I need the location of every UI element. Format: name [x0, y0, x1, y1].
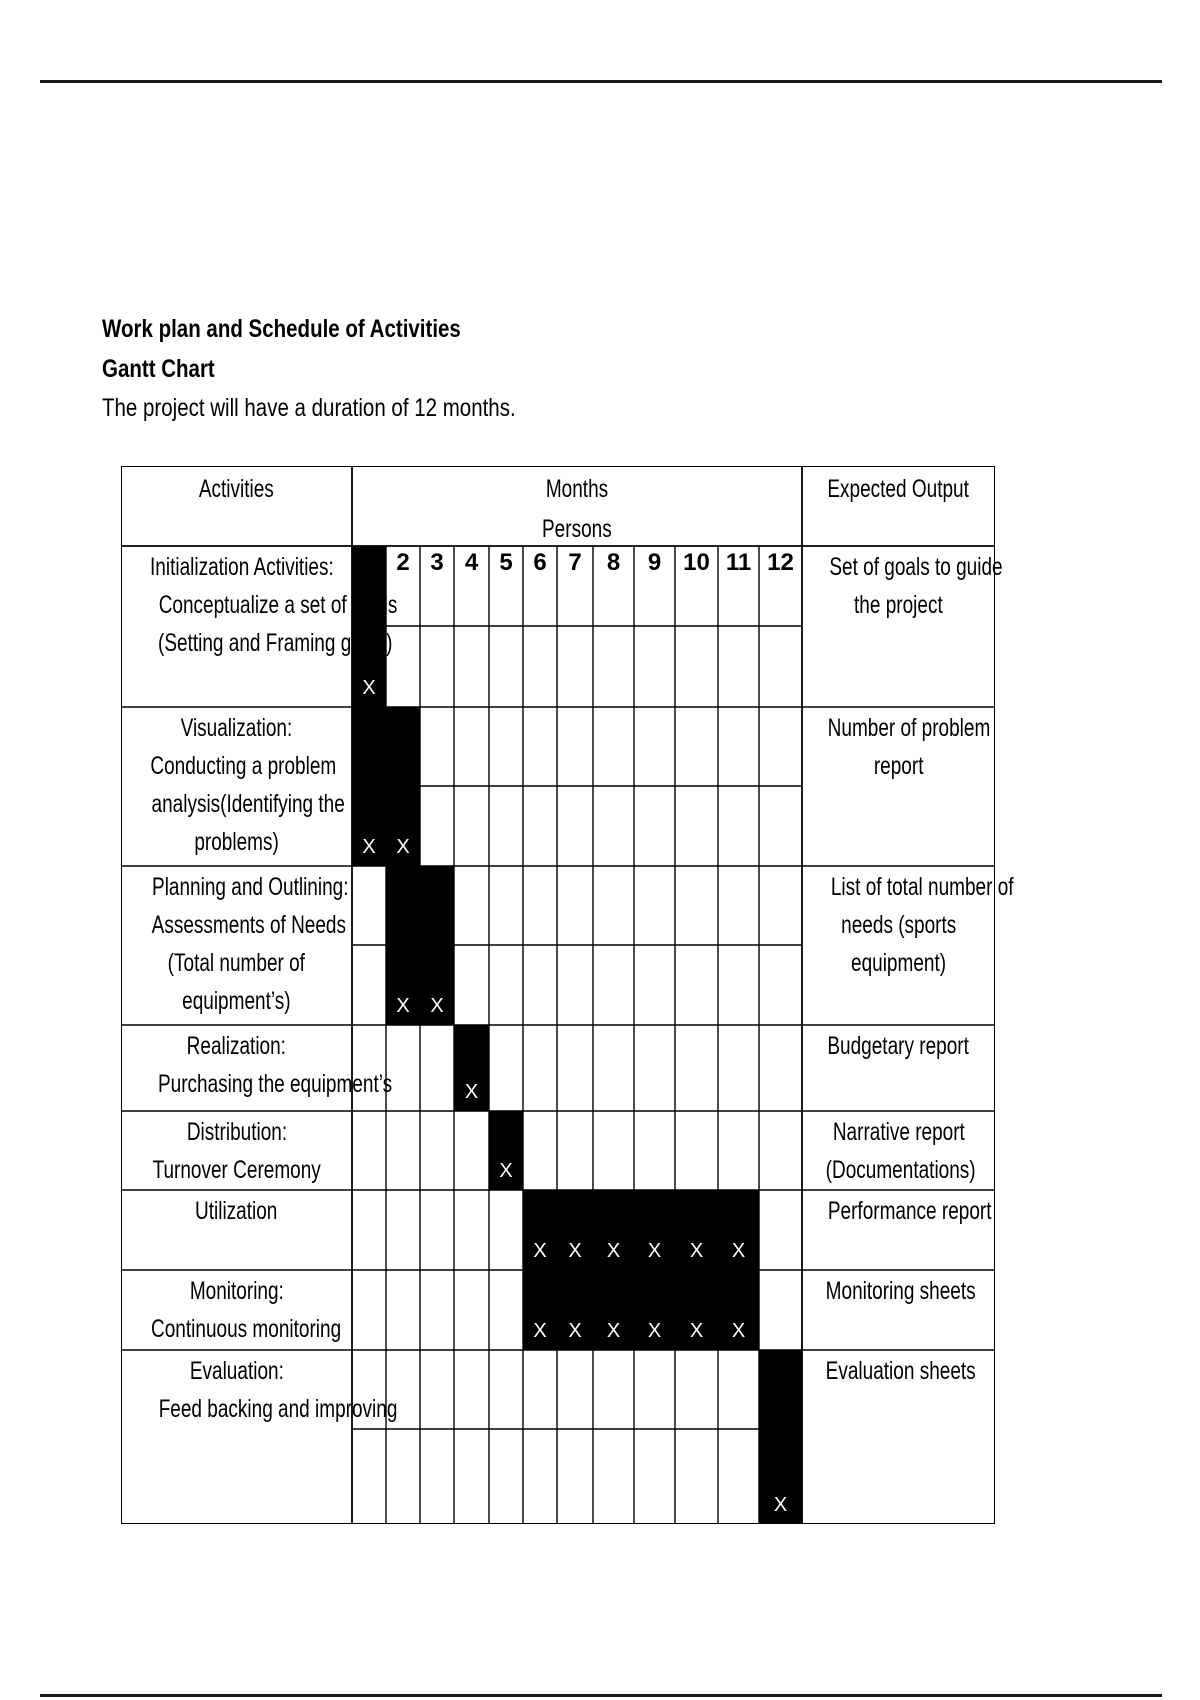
- activity-text-line: Monitoring:: [189, 1277, 284, 1305]
- month-number-1: 1: [362, 549, 376, 576]
- schedule-mark-month-5: X: [499, 1160, 513, 1182]
- expected-output-text-line: Monitoring sheets: [825, 1277, 976, 1305]
- activity-text-line: (Total number of: [167, 949, 306, 977]
- month-number-12: 12: [767, 549, 794, 576]
- schedule-mark-month-2: X: [396, 836, 410, 858]
- schedule-mark-month-8: X: [606, 1320, 621, 1342]
- activity-text-line: Distribution:: [186, 1118, 287, 1146]
- activity-text-line: Continuous monitoring: [151, 1315, 342, 1343]
- month-number-5: 5: [499, 549, 513, 576]
- expected-output-text-line: List of total number of: [830, 873, 1014, 901]
- activity-text-line: problems): [194, 828, 279, 856]
- header-persons: Persons: [542, 515, 612, 543]
- activity-text-line: Conducting a problem: [150, 752, 337, 780]
- month-number-9: 9: [647, 549, 662, 576]
- document-description: The project will have a duration of 12 months.: [102, 394, 516, 422]
- month-number-4: 4: [464, 549, 479, 576]
- top-rule: [40, 80, 1162, 83]
- expected-output-text-line: Performance report: [827, 1197, 992, 1225]
- activity-text-line: Conceptualize a set of goals: [158, 591, 398, 619]
- activity-text-line: Assessments of Needs: [151, 911, 346, 939]
- schedule-mark-month-3: X: [430, 995, 444, 1017]
- expected-output-text-line: Budgetary report: [827, 1032, 970, 1060]
- expected-output-text-line: Set of goals to guide: [829, 553, 1003, 581]
- activity-text-line: Visualization:: [180, 714, 293, 742]
- expected-output-text-line: the project: [854, 591, 943, 619]
- schedule-mark-month-11: X: [731, 1240, 746, 1262]
- activity-text-line: Evaluation:: [189, 1357, 284, 1385]
- schedule-mark-month-1: X: [362, 836, 376, 858]
- document-subtitle: Gantt Chart: [102, 355, 215, 383]
- header-activities: Activities: [199, 475, 274, 503]
- activity-text-line: Realization:: [186, 1032, 287, 1060]
- header-expected-output: Expected Output: [827, 475, 970, 503]
- schedule-mark-month-1: X: [362, 677, 376, 699]
- month-number-10: 10: [683, 549, 710, 576]
- expected-output-text-line: equipment): [850, 949, 947, 977]
- schedule-mark-month-8: X: [606, 1240, 621, 1262]
- schedule-mark-month-10: X: [689, 1320, 704, 1342]
- schedule-mark-month-12: X: [773, 1494, 788, 1516]
- month-number-8: 8: [606, 549, 621, 576]
- month-number-2: 2: [396, 549, 410, 576]
- month-number-7: 7: [568, 549, 582, 576]
- schedule-mark-month-9: X: [647, 1240, 662, 1262]
- schedule-mark-month-2: X: [396, 995, 410, 1017]
- activity-text-line: equipment’s): [182, 987, 291, 1015]
- schedule-mark-month-6: X: [533, 1240, 547, 1262]
- schedule-mark-month-6: X: [533, 1320, 547, 1342]
- header-months: Months: [545, 475, 609, 503]
- schedule-mark-month-7: X: [568, 1320, 582, 1342]
- expected-output-text-line: Evaluation sheets: [825, 1357, 976, 1385]
- schedule-mark-month-10: X: [689, 1240, 704, 1262]
- schedule-mark-month-9: X: [647, 1320, 662, 1342]
- expected-output-text-line: report: [873, 752, 924, 780]
- schedule-mark-month-11: X: [731, 1320, 746, 1342]
- schedule-mark-month-7: X: [568, 1240, 582, 1262]
- gantt-table: [121, 466, 1014, 1524]
- activity-text-line: Feed backing and improving: [158, 1395, 398, 1423]
- bottom-rule: [40, 1694, 1162, 1697]
- schedule-mark-month-4: X: [464, 1081, 479, 1103]
- expected-output-text-line: Number of problem: [827, 714, 991, 742]
- month-number-3: 3: [430, 549, 444, 576]
- month-number-6: 6: [533, 549, 547, 576]
- month-number-11: 11: [725, 549, 752, 576]
- activity-text-line: Utilization: [195, 1197, 278, 1225]
- activity-text-line: (Setting and Framing goals): [158, 629, 393, 657]
- activity-text-line: Planning and Outlining:: [152, 873, 349, 901]
- activity-text-line: Initialization Activities:: [150, 553, 334, 581]
- document-title: Work plan and Schedule of Activities: [102, 315, 461, 343]
- expected-output-text-line: Narrative report: [832, 1118, 965, 1146]
- expected-output-text-line: (Documentations): [825, 1156, 976, 1184]
- activity-text-line: Purchasing the equipment’s: [157, 1070, 393, 1098]
- activity-text-line: Turnover Ceremony: [152, 1156, 321, 1184]
- expected-output-text-line: needs (sports: [840, 911, 957, 939]
- activity-text-line: analysis(Identifying the: [151, 790, 345, 818]
